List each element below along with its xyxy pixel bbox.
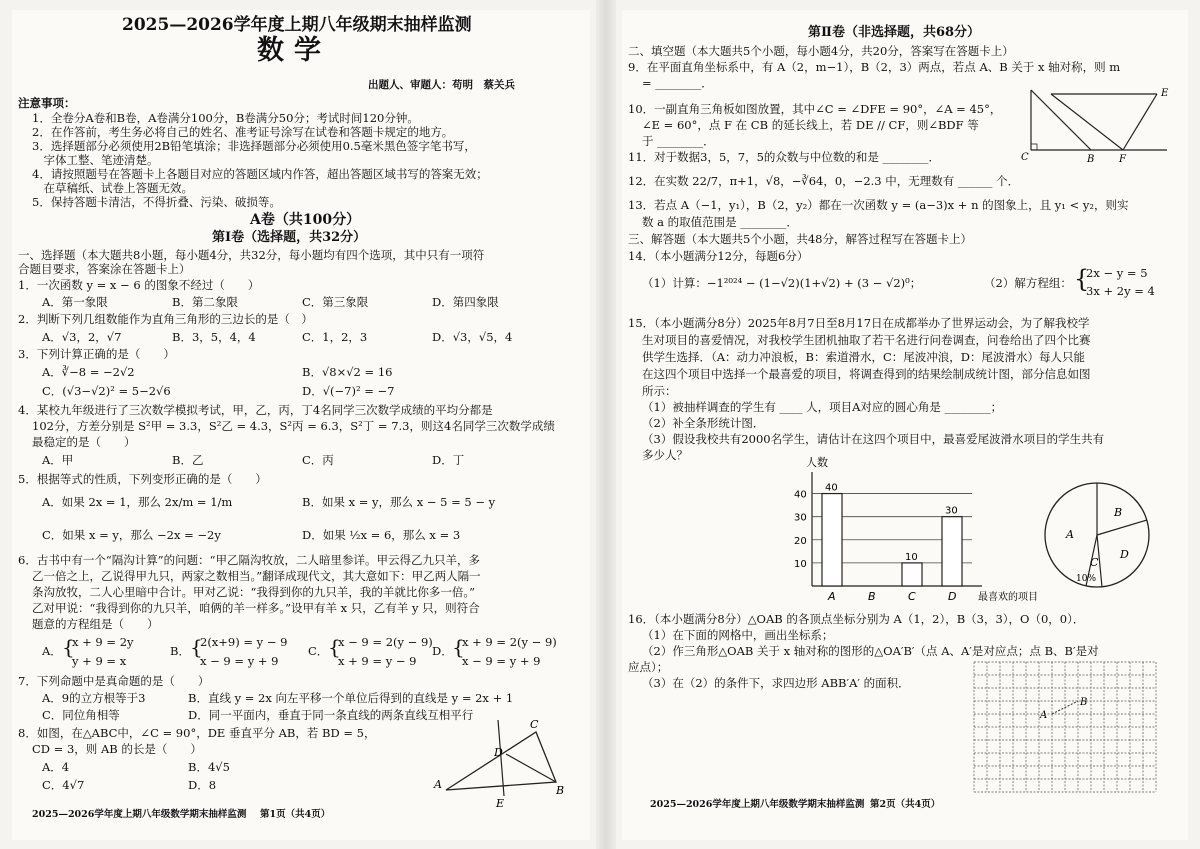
option: C．4√7 — [42, 778, 85, 792]
option: A．4 — [42, 760, 70, 774]
part1-heading: 第Ⅰ卷（选择题，共32分） — [212, 230, 367, 245]
equation: y + 9 = x — [72, 654, 127, 668]
bar — [822, 494, 842, 586]
option: A．甲 — [42, 453, 74, 467]
grid-point-label: A — [1040, 710, 1048, 721]
vertex-label: E — [496, 797, 505, 810]
question-6-cont: 条沟放牧，二人心里暗中合计。甲对乙说：“我得到你的九只羊，我的羊就比你多一倍。” — [32, 585, 476, 599]
question-15-cont: 供学生选择．（A：动力冲浪板，B：索道滑水，C：尾波冲浪，D：尾波滑水）每人只能 — [642, 350, 1086, 364]
page-number: 第1页（共4页） — [260, 809, 331, 820]
bar — [942, 517, 962, 586]
exam-page-2 — [622, 10, 1188, 840]
side-ef — [1123, 94, 1157, 150]
option: D．√3，√5，4 — [432, 330, 513, 344]
y-tick-label: 20 — [794, 535, 807, 547]
vertex-label: B — [1087, 154, 1095, 165]
y-tick-label: 10 — [794, 558, 807, 570]
option-label: A． — [42, 644, 62, 658]
option: A．9的立方根等于3 — [42, 691, 146, 705]
pie-percent-label: 10% — [1076, 574, 1097, 584]
question-16: 16．（本小题满分8分）△OAB 的各顶点坐标分别为 A（1，2），B（3，3），O（0，0）． — [628, 612, 1085, 626]
vertex-label: D — [494, 746, 503, 759]
question-10-cont: 于 ________． — [642, 134, 715, 148]
option: B．乙 — [172, 453, 204, 467]
brace-icon: { — [1074, 265, 1090, 293]
section-a-heading: A卷（共100分） — [250, 212, 361, 228]
data-label: 40 — [825, 482, 838, 494]
question-5: 5．根据等式的性质，下列变形正确的是（ ） — [18, 472, 267, 486]
question-1: 1．一次函数 y = x − 6 的图象不经过（ ） — [18, 278, 260, 292]
mc-intro: 一、选择题（本大题共8小题，每小题4分，共32分，每小题均有四个选项，其中只有一项符 — [18, 248, 485, 262]
equation: x − 9 = 2(y − 9) — [338, 635, 433, 649]
notice-item: 2．在作答前，考生务必将自己的姓名、准考证号涂写在试卷和答题卡规定的地方。 — [32, 125, 454, 139]
question-6-cont: 题意的方程组是（ ） — [32, 617, 159, 631]
option: D．第四象限 — [432, 295, 499, 309]
x-tick-label: C — [908, 590, 916, 603]
question-4-cont: 102分，方差分别是 S²甲 = 3.3，S²乙 = 4.3，S²丙 = 6.3，S²丁 = 7.3，则这4名同学三次数学成绩 — [32, 419, 555, 433]
x-axis-label: 最喜欢的项目 — [978, 592, 1038, 603]
brace-icon: { — [328, 635, 341, 659]
q8-triangle-figure — [432, 712, 572, 810]
option: B．如果 x = y，那么 x − 5 = 5 − y — [302, 495, 496, 509]
side-ab — [1031, 90, 1091, 150]
question-7: 7．下列命题中是真命题的是（ ） — [18, 674, 210, 688]
pie-label: B — [1114, 506, 1123, 519]
notice-item: 5．保持答题卡清洁，不得折叠、污染、破损等。 — [32, 195, 281, 209]
question-14: 14．（本小题满分12分，每题6分） — [628, 249, 809, 263]
question-6-cont: 乙对甲说：“我得到你的九只羊，咱俩的羊一样多。”设甲有羊 x 只，乙有羊 y 只，则符合 — [32, 601, 480, 615]
question-15-sub: （2）补全条形统计图． — [642, 416, 765, 430]
option: C．丙 — [302, 453, 334, 467]
question-16-sub: （3）在（2）的条件下，求四边形 ABB′A′ 的面积． — [642, 676, 910, 690]
segment-bd — [506, 754, 556, 782]
brace-icon: { — [190, 635, 203, 659]
vertex-label: A — [434, 778, 442, 791]
equation: x − 9 = y + 9 — [200, 654, 279, 668]
bar-chart — [774, 456, 1038, 610]
exam-title: 2025—2026学年度上期八年级期末抽样监测 — [122, 15, 472, 35]
option: B．第二象限 — [172, 295, 238, 309]
coordinate-grid — [974, 662, 1164, 794]
question-15-sub: （3）假设我校共有2000名学生，请估计在这四个项目中，最喜爱尾波滑水项目的学生共有 — [642, 432, 1105, 446]
q10-set-squares-figure — [1021, 82, 1177, 165]
notice-item: 4．请按照题号在答题卡上各题目对应的答题区域内作答，超出答题区域书写的答案无效； — [32, 167, 488, 181]
mc-intro-cont: 合题目要求，答案涂在答题卡上） — [18, 262, 191, 276]
vertex-label: E — [1161, 88, 1169, 99]
notice-item: 3．选择题部分必须使用2B铅笔填涂；非选择题部分必须使用0.5毫米黑色签字笔书写， — [32, 139, 476, 153]
question-11: 11．对于数据3，5，7，5的众数与中位数的和是 ________． — [628, 150, 941, 164]
question-15-cont: 在这四个项目中选择一个最喜爱的项目，将调查得到的结果绘制成统计图，部分信息如图 — [642, 367, 1091, 381]
pie-label: A — [1066, 528, 1074, 541]
question-8-cont: CD = 3，则 AB 的长是（ ） — [32, 742, 202, 756]
option-label: C． — [308, 644, 329, 658]
authors: 出题人、审题人：苟明 蔡关兵 — [368, 79, 515, 91]
page-footer: 2025—2026学年度上期八年级数学期末抽样监测 — [32, 809, 247, 820]
fill-intro: 二、填空题（本大题共5个小题，每小题4分，共20分，答案写在答题卡上） — [628, 44, 1014, 58]
question-13-cont: 数 a 的取值范围是 ________． — [642, 215, 798, 229]
option: D．丁 — [432, 453, 465, 467]
option: C．第三象限 — [302, 295, 369, 309]
option: B．3，5，4，4 — [172, 330, 256, 344]
bar — [902, 563, 922, 586]
equation: 3x + 2y = 4 — [1086, 284, 1155, 298]
question-16-sub: （2）作三角形△OAB 关于 x 轴对称的图形的△OA′B′（点 A、A′是对应点；点 B、B′是对 — [642, 644, 1099, 658]
question-10-cont: ∠E = 60°，点 F 在 CB 的延长线上，若 DE // CF，则∠BDF 等 — [642, 118, 979, 132]
notice-heading: 注意事项： — [18, 96, 76, 110]
vertex-label: B — [556, 784, 565, 797]
question-15-sub: 多少人？ — [642, 448, 688, 462]
question-16-sub: 应点）； — [628, 660, 669, 674]
equation: x + 9 = y − 9 — [338, 654, 417, 668]
data-label: 10 — [905, 551, 918, 563]
option: A．第一象限 — [42, 295, 108, 309]
question-13: 13．若点 A（−1，y₁），B（2，y₂）都在一次函数 y = (a−3)x + n 的图象上，且 y₁ < y₂，则实 — [628, 198, 1129, 212]
y-tick-label: 30 — [794, 512, 807, 524]
pie-divider — [1097, 520, 1147, 535]
pie-label: D — [1120, 548, 1129, 561]
question-10: 10．一副直角三角板如图放置，其中∠C = ∠DFE = 90°，∠A = 45°， — [628, 102, 1002, 116]
question-3: 3．下列计算正确的是（ ） — [18, 347, 175, 361]
option: B．4√5 — [188, 760, 230, 774]
option: C．1，2，3 — [302, 330, 368, 344]
notice-item: 1．全卷分A卷和B卷，A卷满分100分，B卷满分50分；考试时间120分钟。 — [32, 111, 419, 125]
option: A．√3，2，√7 — [42, 330, 122, 344]
data-label: 30 — [945, 505, 958, 517]
y-axis-label: 人数 — [806, 456, 828, 469]
question-9-cont: = ________． — [642, 76, 713, 90]
question-14-part1: （1）计算：−1²⁰²⁴ − (1−√2)(1+√2) + (3 − √2)⁰； — [642, 276, 922, 290]
question-8: 8．如图，在△ABC中，∠C = 90°，DE 垂直平分 AB，若 BD = 5， — [18, 726, 376, 740]
vertex-label: F — [1119, 154, 1126, 165]
question-14-part2: （2）解方程组： — [984, 276, 1072, 290]
equation: 2x − y = 5 — [1086, 266, 1148, 280]
question-12: 12．在实数 22/7，π+1，√8，−∛64，0，−2.3 中，无理数有 ______ 个． — [628, 174, 1020, 188]
question-9: 9．在平面直角坐标系中，有 A（2，m−1），B（2，3）两点，若点 A、B 关于 x 轴对称，则 m — [628, 60, 1121, 74]
page-number: 第2页（共4页） — [870, 799, 941, 810]
option-label: D． — [432, 644, 453, 658]
brace-icon: { — [62, 635, 75, 659]
option: B．√8×√2 = 16 — [302, 365, 393, 379]
question-15-sub: （1）被抽样调查的学生有 ____ 人，项目A对应的圆心角是 ________； — [642, 400, 1003, 414]
part2-heading: 第Ⅱ卷（非选择题，共68分） — [808, 25, 981, 40]
question-15-cont: 生对项目的喜爱情况，对我校学生团机抽取了若干名进行问卷调查，问卷给出了四个比赛 — [642, 333, 1091, 347]
option: B．直线 y = 2x 向左平移一个单位后得到的直线是 y = 2x + 1 — [188, 691, 514, 705]
brace-icon: { — [452, 635, 465, 659]
option: D．同一平面内，垂直于同一条直线的两条直线互相平行 — [188, 708, 474, 722]
option: A．如果 2x = 1，那么 2x/m = 1/m — [42, 495, 233, 509]
question-4-cont: 最稳定的是（ ） — [32, 435, 136, 449]
option: C．同位角相等 — [42, 708, 120, 722]
side-df — [1051, 94, 1123, 150]
option: C．(√3−√2)² = 5−2√6 — [42, 384, 171, 398]
pie-label: C — [1090, 556, 1099, 569]
vertex-label: C — [1021, 152, 1029, 163]
grid-point-label: B — [1080, 697, 1088, 708]
solve-intro: 三、解答题（本大题共5个小题，共48分，解答过程写在答题卡上） — [628, 232, 972, 246]
option: D．√(−7)² = −7 — [302, 384, 395, 398]
notice-item: 在草稿纸、试卷上答题无效。 — [32, 181, 193, 195]
x-tick-label: D — [948, 590, 957, 603]
option: D．如果 ½x = 6，那么 x = 3 — [302, 528, 461, 542]
pie-chart — [1042, 480, 1152, 590]
equation: 2(x+9) = y − 9 — [200, 635, 288, 649]
page-gutter — [596, 0, 616, 849]
option: D．8 — [188, 778, 217, 792]
subject-title: 数学 — [257, 35, 331, 66]
exam-page-1 — [12, 10, 590, 840]
vertex-label: C — [530, 718, 539, 731]
equation: x + 9 = 2y — [72, 635, 134, 649]
question-15: 15．（本小题满分8分）2025年8月7日至8月17日在成都举办了世界运动会，为了解我校学 — [628, 316, 1090, 330]
right-angle-mark — [1031, 144, 1037, 150]
option: A．∛−8 = −2√2 — [42, 365, 135, 379]
equation: x − 9 = y + 9 — [462, 654, 541, 668]
equation: x + 9 = 2(y − 9) — [462, 635, 557, 649]
question-16-sub: （1）在下面的网格中，画出坐标系； — [642, 628, 834, 642]
x-tick-label: A — [828, 590, 836, 603]
y-tick-label: 40 — [794, 489, 807, 501]
option-label: B． — [170, 644, 190, 658]
question-15-cont: 所示： — [642, 384, 677, 398]
question-6-cont: 乙一倍之上，乙说得甲九只，两家之数相当。”翻译成现代文，其大意如下：甲乙两人隔一 — [32, 569, 481, 583]
option: C．如果 x = y，那么 −2x = −2y — [42, 528, 221, 542]
question-4: 4．某校九年级进行了三次数学模拟考试，甲，乙，丙，丁4名同学三次数学成绩的平均分都是 — [18, 403, 493, 417]
notice-item: 字体工整、笔迹清楚。 — [32, 153, 159, 167]
x-tick-label: B — [868, 590, 876, 603]
page-footer: 2025—2026学年度上期八年级数学期末抽样监测 — [650, 799, 865, 810]
question-6: 6．古书中有一个“隔沟计算”的问题：“甲乙隔沟牧放，二人暗里参详。甲云得乙九只羊，多 — [18, 553, 480, 567]
question-2: 2．判断下列几组数能作为直角三角形的三边长的是（ ） — [18, 312, 313, 326]
